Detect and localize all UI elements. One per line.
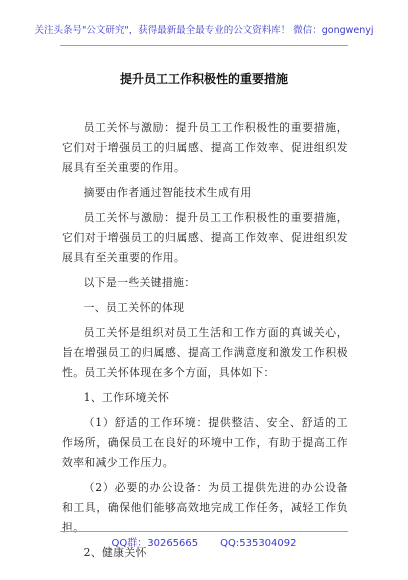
section-heading-care: 一、员工关怀的体现 (83, 301, 185, 314)
footer-qq: QQ:535304092 (220, 538, 297, 549)
paragraph-care-definition: 员工关怀是组织对员工生活和工作方面的真诚关心，旨在增强员工的归属感、提高工作满意度和激发工作积极性。员工关怀体现在多个方面，具体如下： (62, 326, 348, 379)
header-divider (60, 45, 348, 46)
paragraph-measures-lead: 以下是一些关键措施： (83, 276, 196, 289)
footer-qq-group: QQ群：30265665 (111, 538, 199, 549)
document-body (62, 118, 348, 563)
paragraph-comfortable-environment: （1）舒适的工作环境：提供整洁、安全、舒适的工作场所，确保员工在良好的环境中工作，有助于提高工作效率和减少工作压力。 (62, 416, 348, 469)
page-header: 关注头条号"公文研究"，获得最新最全最专业的公文资料库！ 微信：gongwenyj (34, 25, 374, 36)
paragraph-office-equipment: （2）必要的办公设备：为员工提供先进的办公设备和工具，确保他们能够高效地完成工作任务，减轻工作负担。 (62, 481, 348, 534)
subsection-heading-environment: 1、工作环境关怀 (83, 391, 170, 404)
footer-divider (60, 531, 348, 532)
subsection-heading-health: 2、健康关怀 (83, 546, 147, 559)
paragraph-intro-repeat: 员工关怀与激励：提升员工工作积极性的重要措施，它们对于增强员工的归属感、提高工作效率、促进组织发展具有至关重要的作用。 (62, 211, 348, 264)
paragraph-summary-note: 摘要由作者通过智能技术生成有用 (83, 186, 252, 199)
paragraph-intro: 员工关怀与激励：提升员工工作积极性的重要措施，它们对于增强员工的归属感、提高工作效率、促进组织发展具有至关重要的作用。 (62, 121, 348, 174)
page-footer (0, 537, 408, 551)
document-title: 提升员工工作积极性的重要措施 (119, 72, 288, 86)
